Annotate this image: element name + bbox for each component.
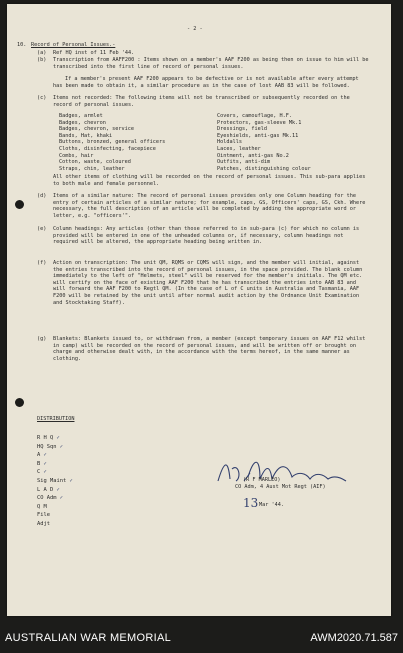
check-mark-icon: ✓ bbox=[66, 477, 73, 484]
item-label: (f) bbox=[37, 260, 47, 266]
footer-institution: AUSTRALIAN WAR MEMORIAL bbox=[5, 632, 172, 644]
distribution-entry-label: R H Q bbox=[37, 435, 54, 441]
list-item: Covers, camouflage, H.F. bbox=[217, 113, 292, 119]
archive-footer bbox=[0, 620, 403, 653]
distribution-entry bbox=[37, 503, 97, 512]
distribution-entry-label: L A D bbox=[37, 486, 54, 493]
distribution-title: DISTRIBUTION bbox=[37, 416, 75, 422]
item-text: Column headings: Any articles (other than those referred to in sub-para (c) for which no column is provided will be entered in one of the unheaded columns or, if necessary, column headings not required will be altered, the appropriate heading being written in. bbox=[53, 226, 360, 246]
page-number: - 2 - bbox=[187, 26, 203, 32]
date-day-handwritten: 13 bbox=[243, 496, 259, 510]
signatory-role: CO Adm, 4 Aust Mot Regt (AIF) bbox=[235, 484, 326, 490]
list-item: Protectors, gas-sleeve Mk.1 bbox=[217, 119, 302, 126]
item-text: If a member's present AAF F200 appears to be defective or is not available after every attempt has been made to obtain it, a similar procedure as in the case of lost AAB 83 will be followed. bbox=[53, 76, 359, 89]
distribution-entry bbox=[37, 468, 97, 477]
punch-hole bbox=[15, 398, 24, 407]
check-mark-icon: ✓ bbox=[56, 495, 63, 502]
distribution-entry bbox=[37, 494, 97, 503]
item-label: (g) bbox=[37, 336, 47, 342]
distribution-entry-label: Adjt bbox=[37, 520, 50, 527]
list-item: Badges, chevron, service bbox=[59, 126, 134, 133]
list-item: Badges, armlet bbox=[59, 113, 103, 119]
check-mark-icon: ✓ bbox=[40, 469, 47, 476]
section-number: 10. bbox=[17, 42, 27, 48]
list-item: Cloths, disinfecting, facepiece bbox=[59, 145, 156, 152]
check-mark-icon: ✓ bbox=[40, 460, 47, 467]
item-text: Transcription from AAFF200 : Items shown on a member's AAF F200 as being then on issue to him will be transcribed into the first line of record of personal issues. bbox=[53, 57, 369, 70]
distribution-entry-label: C bbox=[37, 469, 41, 476]
distribution-entry bbox=[37, 520, 97, 529]
distribution-entry-label: Sig Maint bbox=[37, 477, 67, 484]
item-label: (b) bbox=[37, 57, 47, 63]
check-mark-icon: ✓ bbox=[40, 452, 47, 459]
distribution-entry-label: HQ Sqn bbox=[37, 443, 57, 450]
distribution-list bbox=[37, 434, 97, 529]
distribution-entry-label: File bbox=[37, 512, 50, 519]
list-item: Buttons, bronzed, general officers bbox=[59, 139, 166, 146]
distribution-entry bbox=[37, 511, 97, 520]
signatory-name: (R F MARLEO) bbox=[243, 477, 281, 483]
date-month-year: Mar '44. bbox=[259, 502, 284, 508]
distribution-entry-label: B bbox=[37, 460, 41, 467]
list-item: Outfits, anti-dim bbox=[217, 159, 271, 166]
item-text: Action on transcription: The unit QM, RQMS or CQMS will sign, and the member will initial, against the entries transcribed into the record of personal issues, in the space provided. The blank column immediately to the left of "Helmets, steel" will be reserved for the member's initials. The QM etc. will certify on the face of existing AAF F200 that he has transcribed the entries into AAB 83 and will forward the AAF F200 to Regtl QM. (In the case of L of C units in Australia and Tasmania, AAF F200 will be retained by the unit until after normal audit action by the Ordnance Unit Examination and Stocktaking Staff). bbox=[53, 260, 363, 306]
document-page bbox=[7, 4, 391, 616]
punch-hole bbox=[15, 200, 24, 209]
item-text: Ref HQ inst of 11 Feb '44. bbox=[53, 50, 135, 56]
item-text: Blankets: Blankets issued to, or withdrawn from, a member (except temporary issues on AAF F12 whilst in camp) will be recorded on the record of personal issues, and will be written off or brought on charge and otherwise dealt with, in the accordance with the terms hereof, in the same manner as clothing. bbox=[53, 336, 366, 362]
distribution-entry-label: A bbox=[37, 452, 41, 459]
check-mark-icon: ✓ bbox=[53, 486, 60, 493]
item-text: Items of a similar nature: The record of personal issues provides only one Column heading for the entry of certain articles of a similar nature; for example, caps, GS, Officers' caps, GS, Ckh. Where necessary, the full description of an article will be completed by adding the appropriate word or letter, e.g. "officers'". bbox=[53, 193, 366, 219]
list-item: Straps, chin, leather bbox=[59, 165, 125, 172]
distribution-entry bbox=[37, 443, 97, 452]
check-mark-icon: ✓ bbox=[56, 443, 63, 450]
item-text: Items not recorded: The following items will not be transcribed or subsequently recorded on the record of personal issues. bbox=[53, 95, 350, 108]
distribution-entry bbox=[37, 451, 97, 460]
list-item: Badges, chevron bbox=[59, 119, 106, 126]
distribution-entry bbox=[37, 460, 97, 469]
footer-reference: AWM2020.71.587 bbox=[310, 632, 398, 644]
item-label: (d) bbox=[37, 193, 47, 199]
list-item: Ointment, anti-gas No.2 bbox=[217, 152, 289, 159]
list-item: Holdalls bbox=[217, 139, 242, 146]
excluded-items-left bbox=[59, 113, 165, 172]
distribution-entry bbox=[37, 486, 97, 495]
list-item: Dressings, field bbox=[217, 126, 267, 133]
item-label: (c) bbox=[37, 95, 47, 101]
list-item: Combs, hair bbox=[59, 152, 94, 159]
item-text: All other items of clothing will be recorded on the record of personal issues. This sub-para applies to both male and female personnel. bbox=[53, 174, 366, 187]
section-title: Record of Personal Issues.- bbox=[31, 42, 116, 48]
distribution-entry-label: CO Adm bbox=[37, 495, 57, 502]
list-item: Eyeshields, anti-gas Mk.11 bbox=[217, 132, 299, 139]
item-label: (a) bbox=[37, 50, 47, 56]
distribution-entry bbox=[37, 477, 97, 486]
item-label: (e) bbox=[37, 226, 47, 232]
distribution-entry bbox=[37, 434, 97, 443]
list-item: Patches, distinguishing colour bbox=[217, 165, 311, 172]
list-item: Cotton, waste, coloured bbox=[59, 159, 131, 166]
excluded-items-right bbox=[217, 113, 311, 172]
list-item: Laces, leather bbox=[217, 145, 261, 152]
distribution-entry-label: Q M bbox=[37, 503, 47, 510]
check-mark-icon: ✓ bbox=[53, 435, 60, 441]
list-item: Bands, Hat, khaki bbox=[59, 132, 113, 139]
